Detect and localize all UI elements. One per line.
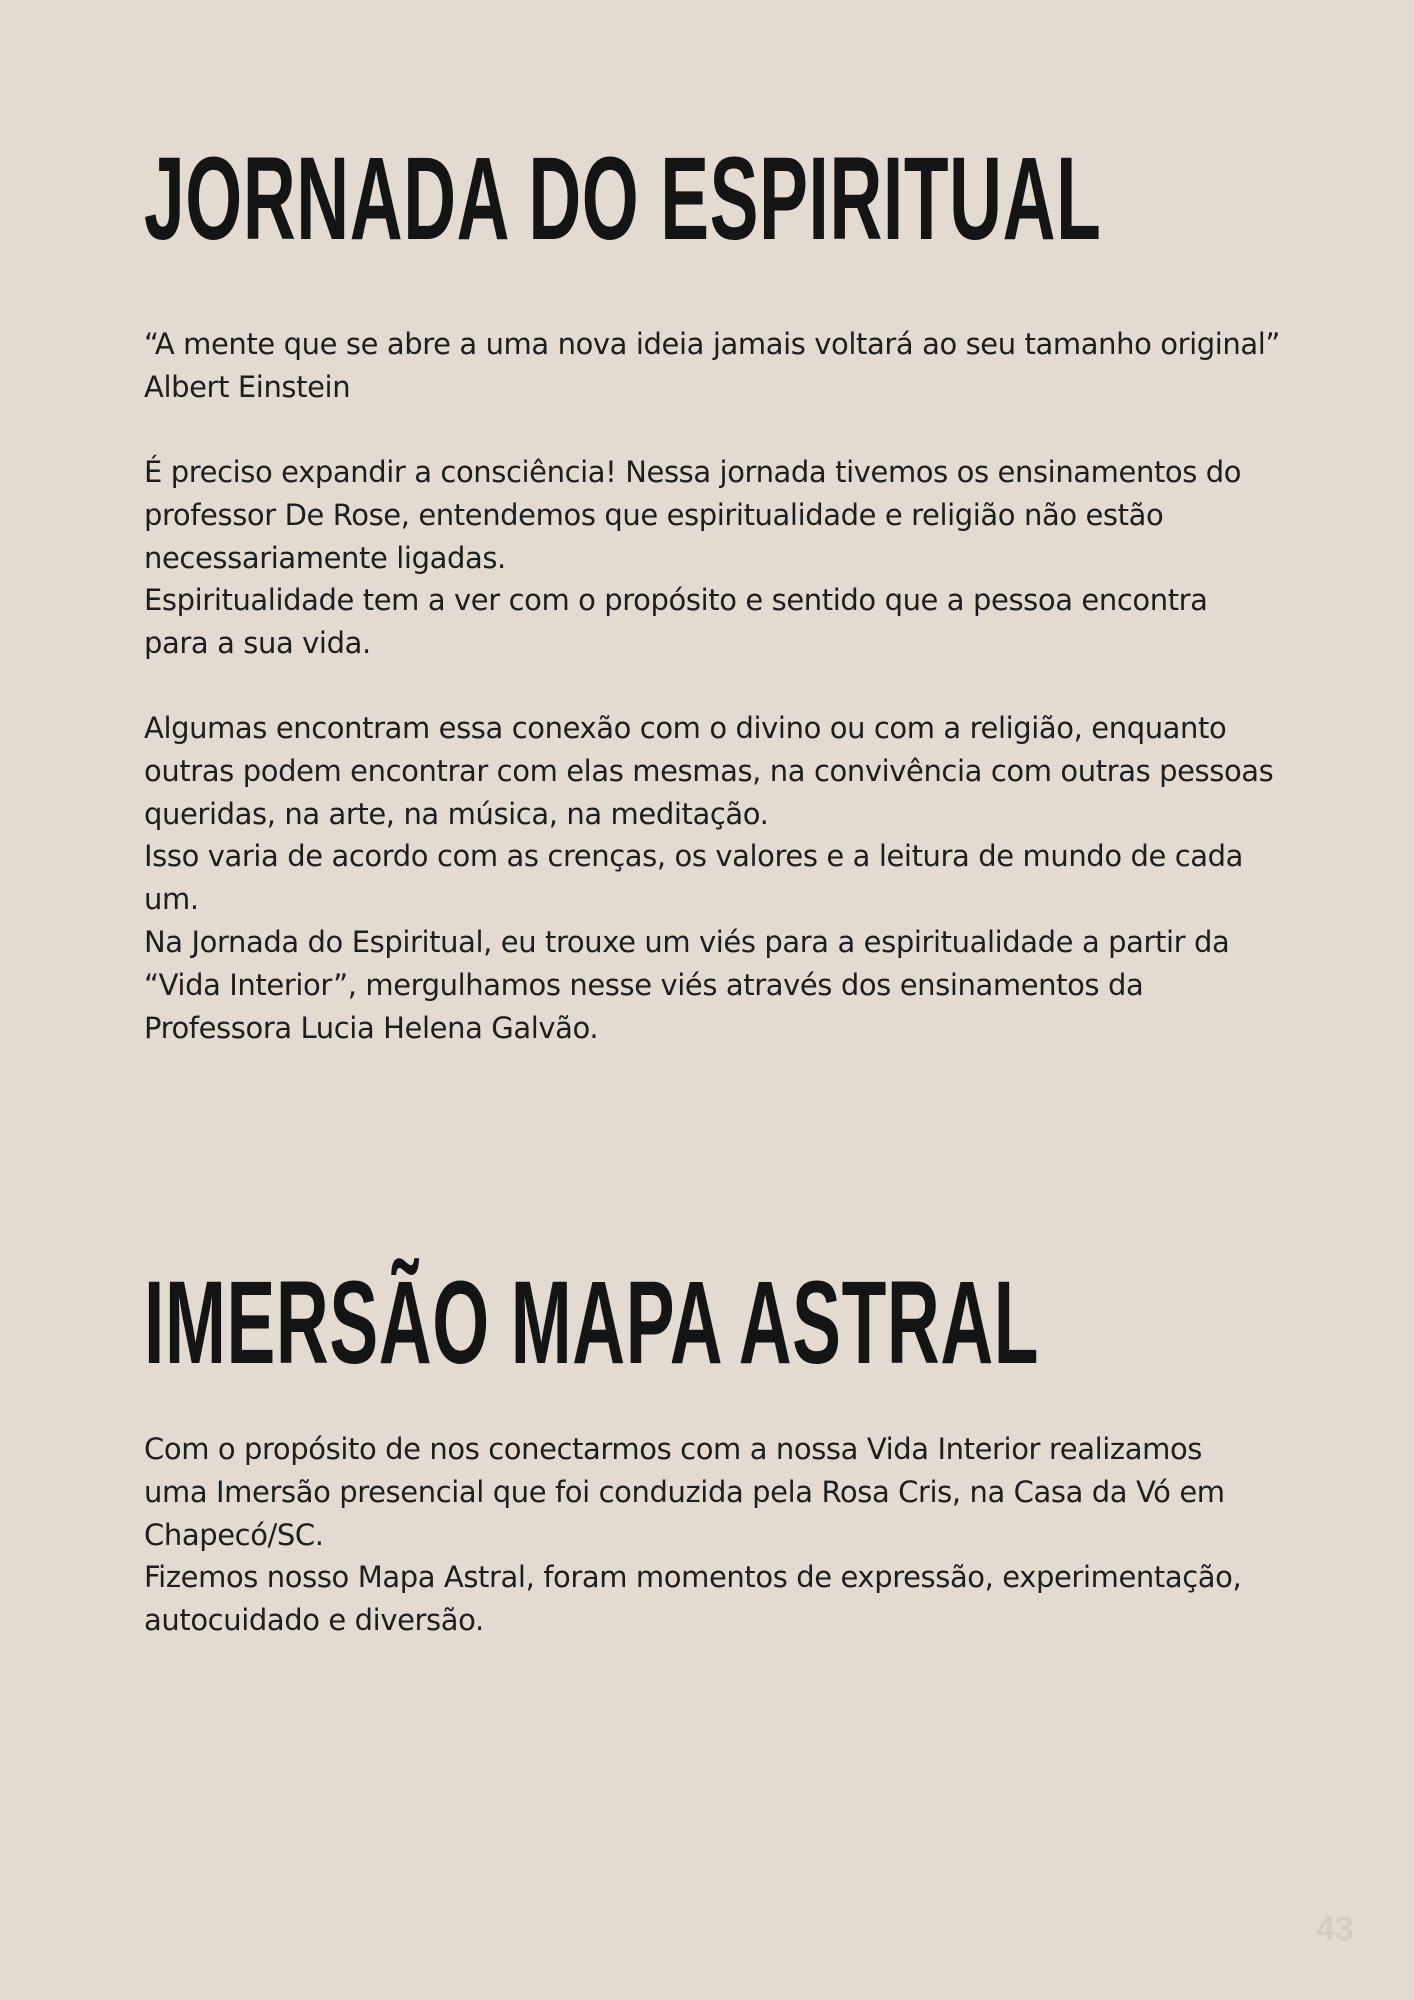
paragraph: É preciso expandir a consciência! Nessa jornada tivemos os ensinamentos do professor De Rose, entendemos que espiritualidade e religião não estão necessariamente ligadas. Espiritualidade tem a ver com o propósito e sentido que a pessoa encontra para a sua vida. — [144, 455, 1242, 661]
page-number: 43 — [1316, 1910, 1354, 1948]
quote-text: “A mente que se abre a uma nova ideia jamais voltará ao seu tamanho original” Albert Einstein — [144, 327, 1281, 404]
paragraph-block — [144, 707, 1324, 1049]
paragraph-block — [144, 1428, 1324, 1642]
section-title: IMERSÃO MAPA ASTRAL — [144, 1257, 1040, 1389]
paragraph-block — [144, 451, 1324, 665]
paragraph: Com o propósito de nos conectarmos com a nossa Vida Interior realizamos uma Imersão presencial que foi conduzida pela Rosa Cris, na Casa da Vó em Chapecó/SC. Fizemos nosso Mapa Astral, foram momentos de expressão, experimentação, autocuidado e diversão. — [144, 1432, 1242, 1638]
section-jornada-espiritual — [144, 133, 1324, 265]
section-title: JORNADA DO ESPIRITUAL — [144, 133, 1102, 265]
paragraph: Algumas encontram essa conexão com o divino ou com a religião, enquanto outras podem encontrar com elas mesmas, na convivência com outras pessoas queridas, na arte, na música, na meditação. Isso varia de acordo com as crenças, os valores e a leitura de mundo de cada um. Na Jornada do Espiritual, eu trouxe um viés para a espiritualidade a partir da “Vida Interior”, mergulhamos nesse viés através dos ensinamentos da Professora Lucia Helena Galvão. — [144, 711, 1274, 1045]
section-imersao-mapa-astral — [144, 1257, 1324, 1389]
quote-block — [144, 323, 1324, 409]
